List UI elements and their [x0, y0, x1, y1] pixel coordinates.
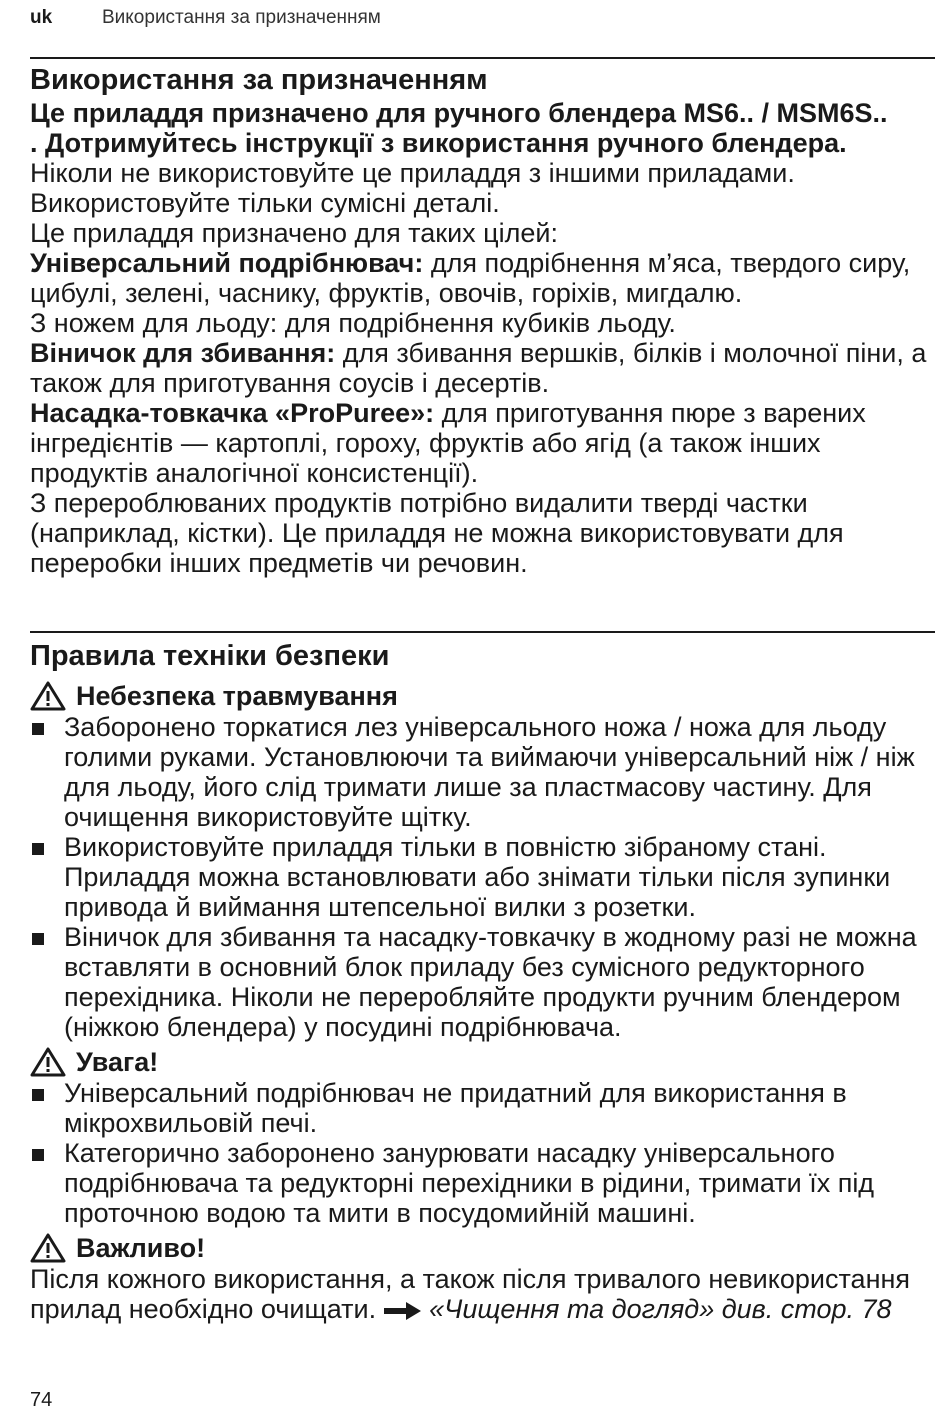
list-item — [30, 832, 940, 922]
arrow-right-icon — [384, 1301, 422, 1321]
bullet-square-icon — [32, 843, 44, 855]
danger-heading — [30, 680, 940, 712]
warning-triangle-icon — [30, 1233, 66, 1263]
danger-list — [30, 712, 940, 1042]
paragraph-closing: З перероблюваних продуктів потрібно видалити тверді частки (наприклад, кістки). Це приладдя не можна використовувати для переробки інших предметів чи речовин. — [30, 488, 844, 578]
section-rule — [30, 631, 935, 633]
list-item-text: Універсальний подрібнювач не придатний для використання в мікрохвильовій печі. — [64, 1078, 847, 1138]
use-term: Універсальний подрібнювач: — [30, 248, 424, 278]
list-item-text: Використовуйте приладдя тільки в повністю зібраному стані. Приладдя можна встановлювати або знімати тільки після зупинки привода й виймання штепсельної вилки з розетки. — [64, 832, 891, 922]
danger-title: Небезпека травмування — [76, 681, 398, 711]
section-heading-intended-use: Використання за призначенням — [30, 64, 488, 96]
important-title: Важливо! — [76, 1233, 206, 1263]
warning-triangle-icon — [30, 681, 66, 711]
paragraph-compat: Ніколи не використовуйте це приладдя з іншими приладами. Використовуйте тільки сумісні деталі. — [30, 158, 795, 218]
section-heading-safety: Правила техніки безпеки — [30, 640, 390, 672]
caution-list — [30, 1078, 940, 1228]
list-item-text: Заборонено торкатися лез універсального ножа / ножа для льоду голими руками. Установлюючи та виймаючи універсальний ніж / ніж для льоду, його слід тримати лише за пластмасову частину. Для очищення використовуйте щітку. — [64, 712, 915, 832]
language-code: uk — [30, 7, 53, 28]
use-text: для подрібнення м’яса, твердого сиру, цибулі, зелені, часнику, фруктів, овочів, горіхів, мигдалю. — [30, 248, 911, 308]
important-heading — [30, 1232, 940, 1264]
use-whisk — [30, 338, 940, 398]
cross-reference-link[interactable]: «Чищення та догляд» див. стор. 78 — [429, 1294, 892, 1324]
running-header — [30, 4, 381, 32]
section-intended-use — [30, 62, 940, 578]
bullet-square-icon — [32, 1149, 44, 1161]
page-number: 74 — [30, 1389, 53, 1411]
bullet-square-icon — [32, 933, 44, 945]
bullet-square-icon — [32, 1089, 44, 1101]
caution-heading — [30, 1046, 940, 1078]
header-rule — [30, 57, 935, 59]
list-item-text: Віничок для збивання та насадку-товкачку в жодному разі не можна вставляти в основний блок приладу без сумісного редукторного перехідника. Ніколи не переробляйте продукти ручним блендером (ніжкою блендера) у посудині подрібнювача. — [64, 922, 917, 1042]
use-text: для приготування пюре з варених інгредієнтів — картоплі, гороху, фруктів або ягід (а також інших продуктів аналогічної консистенції). — [30, 398, 866, 488]
use-ice-blade — [30, 308, 940, 338]
important-text: Після кожного використання, а також після тривалого невикористання прилад необхідно очищати. — [30, 1264, 911, 1324]
warning-triangle-icon — [30, 1047, 66, 1077]
list-item — [30, 1138, 940, 1228]
use-masher — [30, 398, 940, 488]
use-term: Віничок для збивання: — [30, 338, 336, 368]
use-chopper — [30, 248, 940, 308]
lead-paragraph: Це приладдя призначено для ручного блендера MS6.. / MSM6S.. . Дотримуйтесь інструкції з використання ручного блендера. — [30, 98, 888, 158]
running-title: Використання за призначенням — [102, 7, 381, 28]
important-paragraph — [30, 1264, 940, 1324]
list-item-text: Категорично заборонено занурювати насадку універсального подрібнювача та редукторні перехідники в рідини, тримати їх під проточною водою та мити в посудомийній машині. — [64, 1138, 875, 1228]
paragraph-purposes: Це приладдя призначено для таких цілей: — [30, 218, 558, 248]
list-item — [30, 1078, 940, 1138]
bullet-square-icon — [32, 723, 44, 735]
section-safety — [30, 638, 940, 1324]
list-item — [30, 922, 940, 1042]
list-item — [30, 712, 940, 832]
use-term: Насадка-товкачка «ProPuree»: — [30, 398, 435, 428]
use-text: З ножем для льоду: для подрібнення кубиків льоду. — [30, 308, 676, 338]
use-text: для збивання вершків, білків і молочної піни, а також для приготування соусів і десертів. — [30, 338, 927, 398]
caution-title: Увага! — [76, 1047, 159, 1077]
